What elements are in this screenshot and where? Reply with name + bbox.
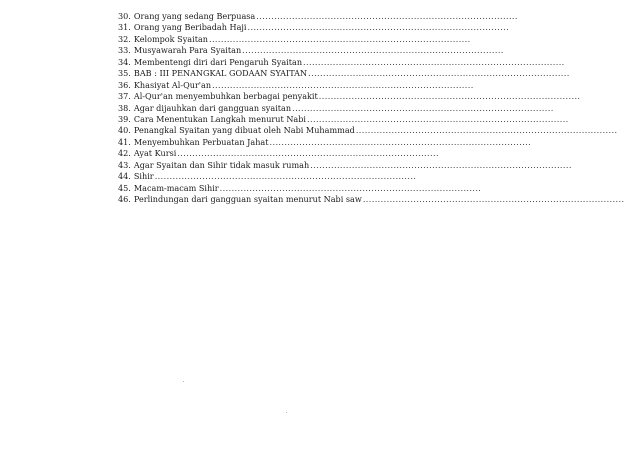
toc-entry xyxy=(118,68,570,79)
toc-entry xyxy=(118,33,471,45)
toc-entry-number: 31. xyxy=(118,22,131,33)
dot-leader: ........................................................................................ xyxy=(208,33,471,44)
toc-entry-title: Khasiyat Al-Qur'an xyxy=(133,79,212,90)
toc-entry xyxy=(118,91,581,102)
scan-speck xyxy=(286,412,287,413)
toc-entry xyxy=(118,79,474,91)
toc-entry-title: Orang yang Beribadah Haji xyxy=(133,22,247,33)
dot-leader: ........................................................................................ xyxy=(212,79,474,90)
toc-entry xyxy=(118,148,439,159)
toc-entry-number: 30. xyxy=(118,11,131,21)
toc-entry-number: 45. xyxy=(118,182,131,193)
toc-entry xyxy=(118,182,482,194)
toc-entry-title: Membentengi diri dari Pengaruh Syaitan xyxy=(133,56,303,67)
toc-entry-title: Kelompok Syaitan xyxy=(133,33,208,44)
scan-speck xyxy=(183,381,184,382)
toc-entry xyxy=(118,113,569,125)
table-of-contents xyxy=(118,11,624,205)
dot-leader: ........................................................................................ xyxy=(292,102,554,113)
toc-entry xyxy=(118,136,532,148)
toc-entry-title: Musyawarah Para Syaitan xyxy=(133,45,242,56)
toc-entry xyxy=(118,125,618,136)
toc-entry-title: Ayat Kursi xyxy=(133,148,177,159)
toc-entry-number: 44. xyxy=(118,171,131,182)
dot-leader: ........................................................................................ xyxy=(154,171,417,182)
dot-leader: ........................................................................................ xyxy=(247,22,510,33)
dot-leader: ........................................................................................ xyxy=(219,182,482,193)
toc-entry-title: Menyembuhkan Perbuatan Jahat xyxy=(133,136,269,147)
dot-leader: ........................................................................................ xyxy=(242,45,504,56)
toc-entry-number: 32. xyxy=(118,33,131,44)
toc-entry-title: Cara Menentukan Langkah menurut Nabi xyxy=(133,113,307,124)
toc-entry-title: Orang yang sedang Berpuasa xyxy=(133,11,256,21)
toc-entry-title: Penangkal Syaitan yang dibuat oleh Nabi Muhammad xyxy=(133,125,355,136)
toc-entry-number: 40. xyxy=(118,125,131,136)
toc-entry xyxy=(118,159,572,171)
toc-entry-title: Sihir xyxy=(133,171,154,182)
toc-entry-number: 39. xyxy=(118,113,131,124)
toc-entry-number: 43. xyxy=(118,159,131,170)
dot-leader: ........................................................................................ xyxy=(303,56,565,67)
toc-entry xyxy=(118,102,554,114)
toc-entry-title: BAB : III PENANGKAL GODAAN SYAITAN xyxy=(133,68,308,79)
dot-leader: ........................................................................................ xyxy=(177,148,439,159)
toc-entry xyxy=(118,22,510,33)
toc-entry xyxy=(118,11,518,22)
toc-entry-number: 35. xyxy=(118,68,131,79)
toc-entry-number: 33. xyxy=(118,45,131,56)
dot-leader: ........................................................................................ xyxy=(307,113,569,124)
toc-entry-number: 46. xyxy=(118,194,131,204)
toc-entry xyxy=(118,194,624,205)
dot-leader: ........................................................................................ xyxy=(355,125,618,136)
dot-leader: ........................................................................................ xyxy=(310,159,572,170)
toc-entry xyxy=(118,45,504,56)
dot-leader: ........................................................................................ xyxy=(269,136,532,147)
toc-entry xyxy=(118,56,565,68)
toc-entry-title: Perlindungan dari gangguan syaitan menurut Nabi saw xyxy=(133,194,362,204)
toc-entry-number: 34. xyxy=(118,56,131,67)
dot-leader: ........................................................................................ xyxy=(308,68,570,79)
toc-entry-title: Macam-macam Sihir xyxy=(133,182,219,193)
dot-leader: ........................................................................................ xyxy=(256,11,518,21)
toc-entry-title: Al-Qur'an menyembuhkan berbagai penyakit xyxy=(133,91,318,102)
toc-entry-number: 42. xyxy=(118,148,131,159)
toc-entry-number: 41. xyxy=(118,136,131,147)
toc-entry-title: Agar dijauhkan dari gangguan syaitan xyxy=(133,102,292,113)
toc-entry-title: Agar Syaitan dan Sihir tidak masuk rumah xyxy=(133,159,310,170)
toc-entry-number: 38. xyxy=(118,102,131,113)
toc-entry xyxy=(118,171,417,182)
toc-entry-number: 36. xyxy=(118,79,131,90)
dot-leader: ........................................................................................ xyxy=(318,91,581,102)
dot-leader: ........................................................................................ xyxy=(362,194,624,204)
toc-entry-number: 37. xyxy=(118,91,131,102)
